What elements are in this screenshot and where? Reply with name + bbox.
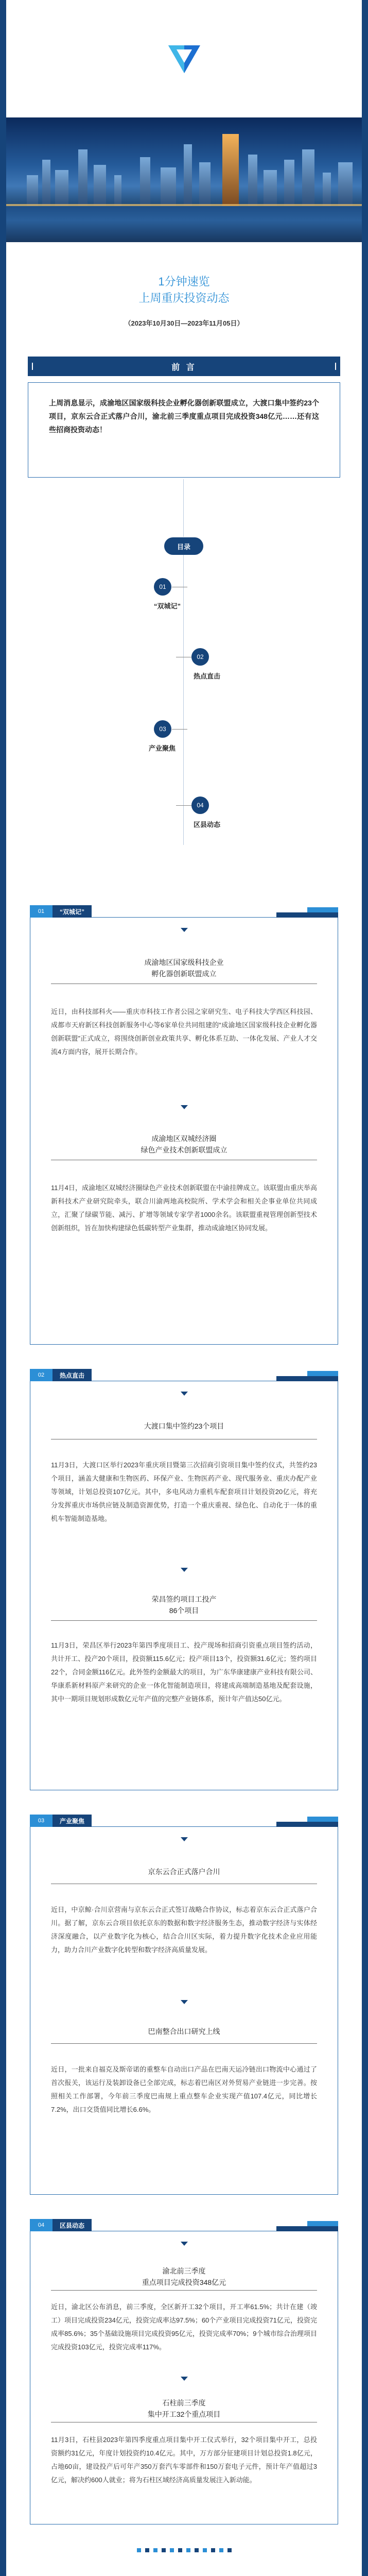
section-02-tag: 热点直击 <box>52 1369 92 1381</box>
section-01-number: 01 <box>30 905 52 918</box>
article-paragraph: 11月3日，大渡口区举行2023年重庆项目暨第三次招商引资项目集中签约仪式，共签约23个项目，涵盖大健康和生物医药、环保产业、生物医药产业、现代服务业、重庆办配产业等领域，计划总投资107亿元。其中，多电风动力重机车配套项目计划投资20亿元，将充分发挥重庆市场供应链及制造资源优势，打造一个重庆重视、绿色化、自动化于一体的重机车智能制造基地。 <box>51 1461 317 1522</box>
section-04-number: 04 <box>30 2219 52 2231</box>
date-range: （2023年10月30日—2023年11月05日） <box>124 319 244 327</box>
article-paragraph: 近日，渝北区公布消息，前三季度，全区新开工32个项目，开工率61.5%；共计在建（竣工）项目完成投资234亿元，投资完成率达97.5%；60个产业项目完成投资71亿元，投资完成率85.6%；35个基础设施项目完成投资95亿元，投资完成率70%；9个城市综合治理项目完成投资103亿元，投资完成率117%。 <box>51 2303 317 2351</box>
section-01-tag: “双城记” <box>52 905 92 918</box>
intro-heading: 前 言 <box>171 363 197 372</box>
article-title: 成渝地区国家级科技企业 孵化器创新联盟成立 <box>144 958 224 978</box>
section-03 <box>30 1817 338 2195</box>
intro-text: 上周消息显示，成渝地区国家级科技企业孵化器创新联盟成立，大渡口集中签约23个项目，京东云合正式落户合川，渝北前三季度重点项目完成投资348亿元……还有这些招商投资动态！ <box>28 382 340 478</box>
section-03-number: 03 <box>30 1815 52 1827</box>
city-skyline-photo <box>6 117 362 242</box>
article-title: 巴南整合出口研究上线 <box>148 2027 220 2036</box>
article-paragraph: 11月3日，石柱县2023年第四季度重点项目集中开工仪式举行，32个项目集中开工，总投资额约31亿元，年度计划投资约10.4亿元。其中，万方部分征建项目计划总投资1.8亿元，占地60亩，建设投产后可年产350万套汽车零部件和150万套电子元件，预计年产值超过3亿元，解决约600人就业；将为石柱区域经济高质量发展注入新动能。 <box>51 2436 317 2484</box>
section-03-tag: 产业聚焦 <box>52 1815 92 1827</box>
footer-ornament <box>6 2540 362 2561</box>
article-title: 石柱前三季度 集中开工32个重点项目 <box>147 2399 221 2418</box>
article-title: 荣昌签约项目工投产 86个项目 <box>151 1595 217 1615</box>
title-line2: 上周重庆投资动态 <box>138 292 230 304</box>
article-title: 渝北前三季度 重点项目完成投资348亿元 <box>142 2267 226 2286</box>
section-04-tag: 区县动态 <box>52 2219 92 2231</box>
article-paragraph: 11月4日，成渝地区双城经济圈绿色产业技术创新联盟在中渝挂牌成立。该联盟由重庆举高新科技术产业研究院牵头，联合川渝两地高校院所、学术学会和相关企事业单位共同成立，汇聚了绿碳节能、减污、扩增等领域专家学者1000余名。该联盟重视管理创新型技术创新组织，旨在加快构建绿色低碳转型产业集群，推动成渝地区协同发展。 <box>51 1184 317 1232</box>
toc-heading: 目录 <box>164 537 203 555</box>
article-title: 大渡口集中签约23个项目 <box>144 1422 224 1430</box>
article-paragraph: 近日，中京鲸·合川京营南与京东云合正式签订战略合作协议，标志着京东云合正式落户合川。据了解，京东云合项目依托京东的数据和数字经济服务生态，推动数字经济与实体经济深度融合，以产业数字化为核心，结合合川区实际，着力提升数字化技术企业应用能力，助力合川产业数字化转型和数字经济高质量发展。 <box>51 1906 317 1954</box>
toc-item-2-label[interactable]: 热点直击 <box>194 672 221 680</box>
toc-item-1-label[interactable]: “双城记” <box>154 602 181 610</box>
article-title: 京东云合正式落户合川 <box>148 1868 220 1876</box>
toc-item-4-number[interactable]: 04 <box>191 796 209 814</box>
toc-item-4-label[interactable]: 区县动态 <box>194 821 221 828</box>
logo <box>6 42 362 78</box>
intro-heading-bar <box>28 357 340 376</box>
toc-item-3-number[interactable]: 03 <box>154 720 171 738</box>
article-paragraph: 近日，一批来自福克及斯帝诺的重整车自动出口产品在巴南天运冷链出口物流中心通过了首次报关，该运行及装卸设备已全部完成，标志着巴南区对外贸易产业链进一步完善。按照相关工作部署，今年前三季度巴南规上重点整车企业实现产值107.4亿元，同比增长7.2%，出口交货值同比增长6.6%。 <box>51 2065 317 2113</box>
toc-item-1-number[interactable]: 01 <box>154 578 171 596</box>
section-01 <box>30 908 338 1345</box>
toc-item-2-number[interactable]: 02 <box>191 648 209 666</box>
section-02-number: 02 <box>30 1369 52 1381</box>
triangle-logo-icon <box>166 42 202 76</box>
article-title: 成渝地区双城经济圈 绿色产业技术创新联盟成立 <box>141 1134 227 1154</box>
article-paragraph: 11月3日，荣昌区举行2023年第四季度项目工、投产现场和招商引资重点项目签约活动，共计开工、投产20个项目，投资额115.6亿元；投产项目13个，投资额31.6亿元；签约项目22个，合同金额116亿元。此外签约金额最大的项目，为广东华康建康产业科技有限公司、华康系新材料原产来研究的企业一体化智能制造项目，将建成高端制造基地及配套设施，其中一期项目规划形成数亿元年产值的完整产业链体系，预计年产值达50亿元。 <box>51 1641 317 1703</box>
section-04 <box>30 2222 338 2524</box>
title-line1: 1分钟速览 <box>158 275 210 288</box>
section-02 <box>30 1371 338 1790</box>
toc-item-3-label[interactable]: 产业聚焦 <box>149 744 176 752</box>
article-paragraph: 近日，由科技部科火——重庆市科技工作者公园之家研究生、电子科技大学西区科技园、成都市天府新区科技创新服务中心等6家单位共同组建的“成渝地区国家级科技企业孵化器创新联盟”正式成立，将围绕创新创业政策共享、孵化体系互助、一体化发展、产业人才交流4方面内容，展开长期合作。 <box>51 1008 317 1056</box>
